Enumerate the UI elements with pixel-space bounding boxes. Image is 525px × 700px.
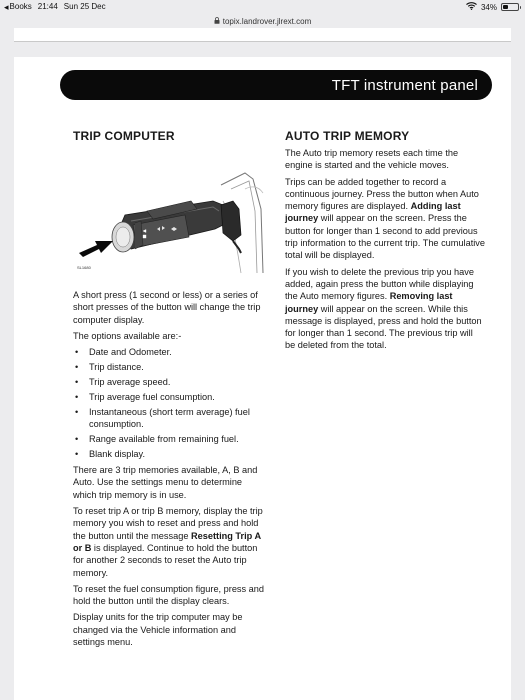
adding-journey-text: [285, 176, 485, 262]
battery-level: [503, 5, 508, 9]
removing-text-part: If you wish to delete the previous trip you have added, again press the button while displaying the Auto memory figures.: [285, 266, 474, 302]
removing-last-journey-message: Removing last journey: [285, 291, 453, 314]
clock-date: Sun 25 Dec: [63, 2, 106, 11]
removing-text-part: will appear on the screen. While this message is displayed, press and hold the button for longer than 1 second. The previous trip will be deleted from the total.: [285, 303, 482, 351]
list-item: • Date and Odometer.: [73, 346, 268, 358]
adding-text-part: will appear on the screen. Press the button for longer than 1 second to add previous trip information to the current trip. The cumulative total will be displayed.: [285, 213, 486, 261]
reset-trip-text: [73, 505, 268, 579]
previous-page-fragment: [14, 28, 511, 42]
document-page: [14, 57, 511, 700]
auto-trip-memory-heading: AUTO TRIP MEMORY: [285, 129, 410, 143]
section-title-bar: [60, 70, 492, 100]
trip-options-list: [73, 346, 268, 460]
reset-text-part: is displayed. Continue to hold the button for another 2 seconds to reset the Auto trip memory.: [73, 542, 258, 578]
trip-intro-text: A short press (1 second or less) or a series of short presses of the button will change the trip computer display.: [73, 290, 261, 325]
resetting-trip-message: Resetting Trip A or B: [73, 530, 261, 553]
back-to-books-link[interactable]: [4, 2, 32, 11]
auto-trip-memory-column: [285, 129, 485, 356]
status-bar-left: [4, 2, 106, 11]
trip-memories-text: There are 3 trip memories available, A, B and Auto. Use the settings menu to determine which trip memory is in use.: [73, 465, 258, 500]
url-bar[interactable]: [0, 14, 525, 28]
trip-computer-column: [73, 129, 268, 652]
list-item: • Trip average speed.: [73, 376, 268, 388]
wifi-icon: [466, 2, 477, 12]
adding-text-part: Trips can be added together to record a continuous journey. Press the button when Auto memory figures are displayed.: [285, 176, 479, 212]
section-title: TFT instrument panel: [331, 76, 478, 94]
chevron-left-icon: ◂: [4, 1, 9, 12]
figure-code: SL1680: [77, 265, 91, 270]
display-units-text: Display units for the trip computer may be changed via the Vehicle information and settings menu.: [73, 612, 243, 647]
lock-icon: [214, 17, 220, 26]
adding-last-journey-message: Adding last journey: [285, 201, 461, 224]
list-item: • Blank display.: [73, 448, 268, 460]
reset-text-part: To reset trip A or trip B memory, display the trip memory you wish to reset and press and hold the button until the message: [73, 506, 263, 541]
fuel-reset-text: To reset the fuel consumption figure, press and hold the button until the display clears.: [73, 583, 265, 607]
list-item: • Instantaneous (short term average) fuel consumption.: [73, 406, 268, 431]
options-intro-text: The options available are:-: [73, 330, 182, 341]
status-bar: [0, 0, 525, 14]
steering-stalk-illustration: [73, 149, 268, 281]
removing-journey-text: [285, 266, 485, 352]
status-bar-right: [466, 2, 519, 12]
battery-percent: 34%: [480, 2, 497, 12]
list-item: • Range available from remaining fuel.: [73, 433, 268, 445]
list-item: • Trip average fuel consumption.: [73, 391, 268, 403]
battery-icon: [501, 3, 519, 11]
auto-trip-reset-text: The Auto trip memory resets each time the engine is started and the vehicle moves.: [285, 148, 459, 171]
url-text[interactable]: topix.landrover.jlrext.com: [222, 16, 312, 26]
list-item: • Trip distance.: [73, 361, 268, 373]
trip-computer-heading: TRIP COMPUTER: [73, 129, 175, 143]
back-label[interactable]: Books: [9, 2, 32, 11]
clock-time: 21:44: [37, 2, 58, 11]
